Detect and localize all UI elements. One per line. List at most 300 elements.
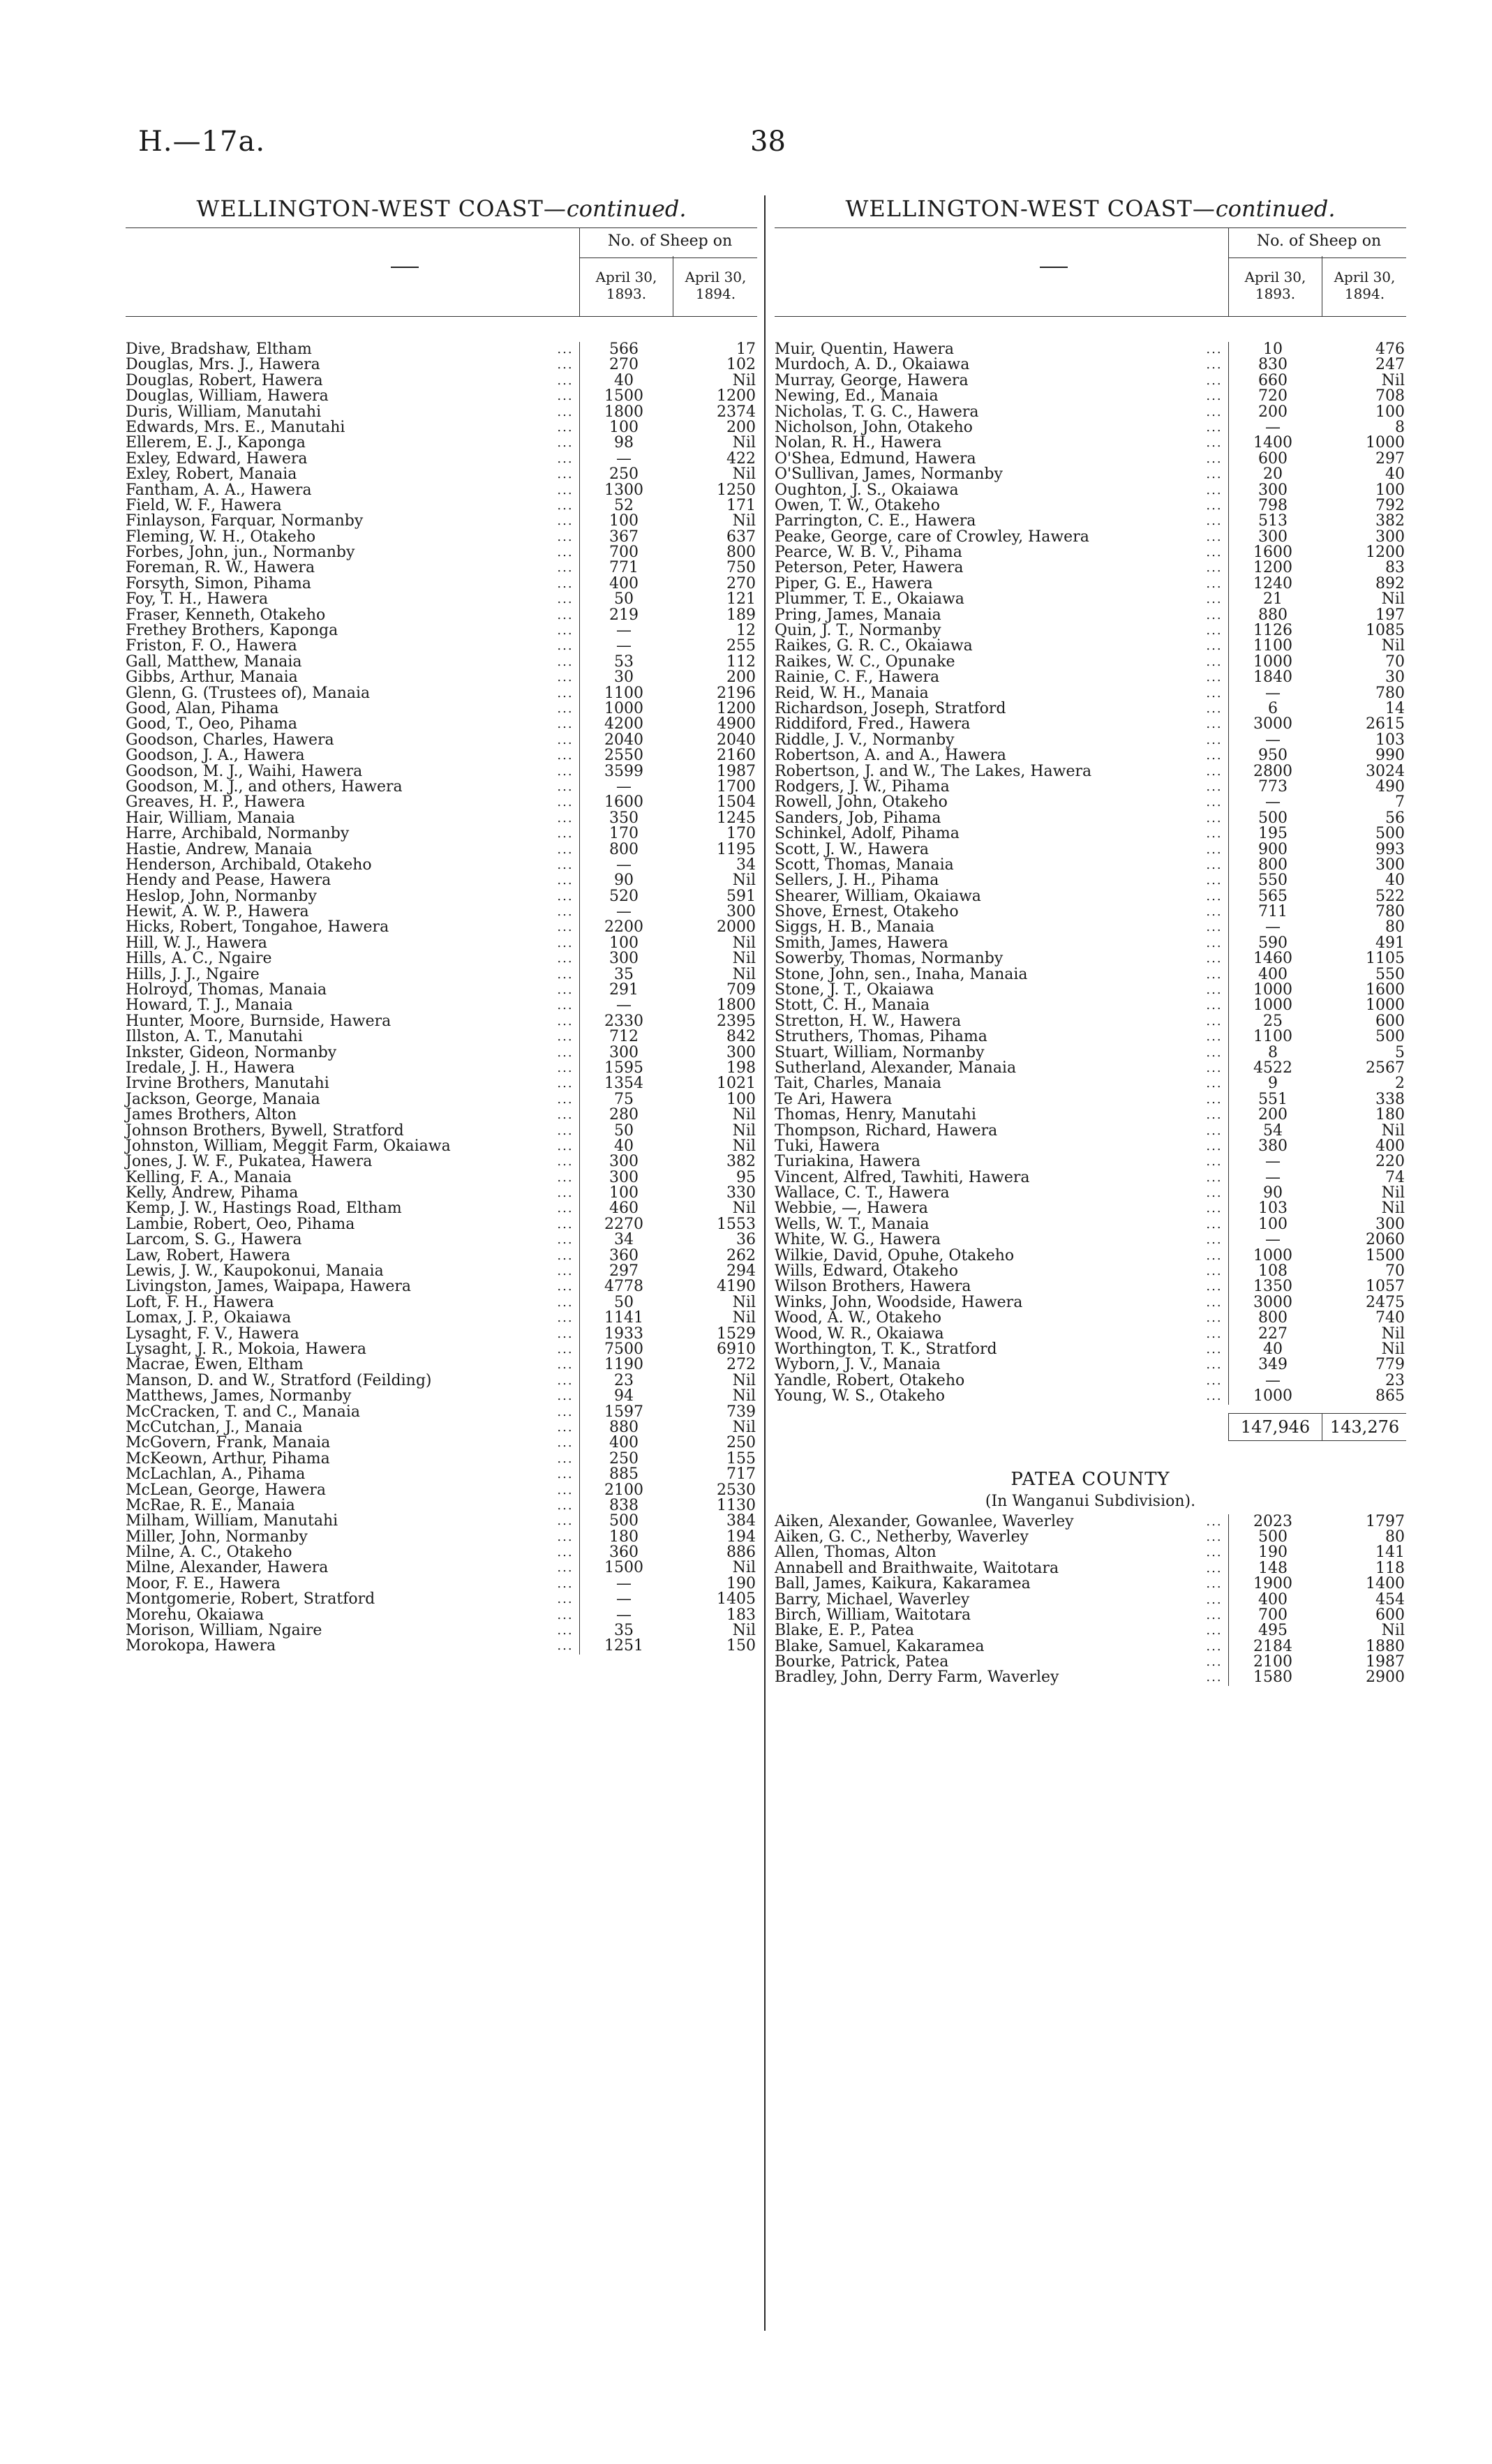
sheep-1894: 2 bbox=[1395, 1075, 1405, 1093]
leader-dots: ... bbox=[557, 1186, 574, 1201]
sheep-1894: 1105 bbox=[1366, 950, 1405, 968]
owner-name: Wilkie, David, Opuhe, Otakeho bbox=[775, 1246, 1015, 1264]
sheep-1893: 700 bbox=[609, 544, 639, 562]
owner-name: Jones, J. W. F., Pukatea, Hawera bbox=[126, 1153, 373, 1171]
owner-name: Bradley, John, Derry Farm, Waverley bbox=[775, 1668, 1059, 1687]
table-row bbox=[126, 1264, 757, 1279]
table-row bbox=[775, 1342, 1406, 1357]
sheep-1894: 4900 bbox=[717, 715, 756, 733]
leader-dots: ... bbox=[557, 1435, 574, 1451]
sheep-1894: 400 bbox=[1375, 1137, 1405, 1155]
sheep-1894: 780 bbox=[1375, 903, 1405, 921]
owner-name: Hills, A. C., Ngaire bbox=[126, 950, 272, 968]
leader-dots: ... bbox=[557, 1592, 574, 1607]
owner-name: Wood, W. R., Okaiawa bbox=[775, 1324, 944, 1343]
sheep-1893: 148 bbox=[1258, 1559, 1288, 1577]
owner-name: Riddiford, Fred., Hawera bbox=[775, 715, 971, 733]
leader-dots: ... bbox=[1206, 1170, 1223, 1185]
total-1894: 143,276 bbox=[1329, 1417, 1400, 1437]
sheep-1893: 349 bbox=[1258, 1356, 1288, 1374]
leader-dots: ... bbox=[557, 342, 574, 357]
owner-name: Moor, F. E., Hawera bbox=[126, 1574, 281, 1592]
sheep-1893: — bbox=[1265, 1153, 1281, 1171]
leader-dots: ... bbox=[557, 623, 574, 639]
table-row bbox=[126, 951, 757, 966]
leader-dots: ... bbox=[1206, 763, 1223, 779]
table-row bbox=[126, 545, 757, 560]
owner-name: Tait, Charles, Manaia bbox=[775, 1075, 941, 1093]
sheep-1893: 40 bbox=[614, 1137, 634, 1155]
table-row bbox=[775, 342, 1406, 357]
owner-name: Lysaght, J. R., Mokoia, Hawera bbox=[126, 1341, 367, 1358]
sheep-1893: 9 bbox=[1268, 1075, 1278, 1093]
sheep-1894: 454 bbox=[1375, 1590, 1405, 1608]
table-row bbox=[775, 811, 1406, 826]
sheep-1894: 2615 bbox=[1366, 715, 1405, 733]
owner-name: McLean, George, Hawera bbox=[126, 1481, 326, 1499]
sheep-1893: 566 bbox=[609, 341, 639, 358]
owner-name: James Brothers, Alton bbox=[126, 1106, 297, 1124]
sheep-1893: 2800 bbox=[1253, 762, 1292, 780]
table-row bbox=[775, 1123, 1406, 1139]
table-row bbox=[126, 1123, 757, 1139]
sheep-1893: 50 bbox=[614, 590, 634, 608]
sheep-1894: 990 bbox=[1375, 747, 1405, 765]
leader-dots: ... bbox=[557, 701, 574, 716]
sheep-1894: 40 bbox=[1385, 872, 1405, 890]
owner-name: Nicholas, T. G. C., Hawera bbox=[775, 403, 979, 421]
owner-name: Thomas, Henry, Manutahi bbox=[775, 1106, 976, 1124]
owner-name: Kelly, Andrew, Pihama bbox=[126, 1184, 299, 1202]
leader-dots: ... bbox=[557, 1154, 574, 1170]
table-row bbox=[126, 1154, 757, 1170]
sheep-1894: 6910 bbox=[717, 1341, 756, 1358]
table-row bbox=[775, 795, 1406, 810]
table-row bbox=[126, 733, 757, 748]
sheep-1893: 227 bbox=[1258, 1324, 1288, 1343]
table-row bbox=[775, 560, 1406, 576]
table-row bbox=[775, 1217, 1406, 1232]
sheep-1894: 300 bbox=[1375, 1215, 1405, 1233]
owner-name: Wallace, C. T., Hawera bbox=[775, 1184, 950, 1202]
owner-name: White, W. G., Hawera bbox=[775, 1231, 941, 1249]
owner-name: Hill, W. J., Hawera bbox=[126, 934, 267, 952]
owner-name: O'Shea, Edmund, Hawera bbox=[775, 449, 976, 468]
table-row bbox=[775, 1530, 1406, 1545]
table-row bbox=[126, 1451, 757, 1467]
leader-dots: ... bbox=[1206, 998, 1223, 1013]
left-column bbox=[126, 195, 757, 1655]
owner-name: O'Sullivan, James, Normanby bbox=[775, 465, 1003, 484]
sheep-1894: 100 bbox=[726, 1090, 756, 1108]
right-column bbox=[775, 195, 1406, 1686]
owner-name: Heslop, John, Normanby bbox=[126, 887, 317, 905]
table-row bbox=[775, 652, 1406, 671]
leader-dots: ... bbox=[1206, 1279, 1223, 1294]
sheep-1894: Nil bbox=[732, 1106, 756, 1124]
table-row bbox=[126, 858, 757, 873]
sheep-1893: 400 bbox=[609, 1434, 639, 1452]
patea-list bbox=[775, 1514, 1406, 1686]
sheep-1894: 1405 bbox=[717, 1590, 756, 1608]
owner-name: McGovern, Frank, Manaia bbox=[126, 1434, 331, 1452]
owner-name: Exley, Robert, Manaia bbox=[126, 465, 297, 484]
table-row bbox=[126, 1186, 757, 1201]
table-row bbox=[775, 1232, 1406, 1248]
leader-dots: ... bbox=[557, 1311, 574, 1326]
table-row bbox=[126, 373, 757, 389]
sheep-1893: 1000 bbox=[1253, 996, 1292, 1015]
leader-dots: ... bbox=[1206, 795, 1223, 810]
sheep-1894: 155 bbox=[726, 1449, 756, 1468]
owner-name: Shearer, William, Okaiawa bbox=[775, 887, 981, 905]
owner-name: Douglas, Robert, Hawera bbox=[126, 371, 323, 389]
owner-name: Peake, George, care of Crowley, Hawera bbox=[775, 528, 1089, 546]
leader-dots: ... bbox=[1206, 1560, 1223, 1576]
sheep-1894: 100 bbox=[1375, 481, 1405, 499]
sheep-1893: 880 bbox=[609, 1418, 639, 1436]
table-row bbox=[126, 1029, 757, 1045]
sheep-1894: 8 bbox=[1395, 418, 1405, 436]
owner-name: Raikes, W. C., Opunake bbox=[775, 652, 955, 671]
table-row bbox=[126, 530, 757, 545]
sheep-1894: Nil bbox=[1381, 1121, 1405, 1140]
sheep-1894: 491 bbox=[1375, 934, 1405, 952]
owner-name: Stretton, H. W., Hawera bbox=[775, 1012, 962, 1030]
owner-name: Jackson, George, Manaia bbox=[126, 1090, 320, 1108]
owner-name: Robertson, A. and A., Hawera bbox=[775, 747, 1006, 765]
owner-name: McCutchan, J., Manaia bbox=[126, 1418, 303, 1436]
sheep-1894: 1880 bbox=[1366, 1637, 1405, 1655]
leader-dots: ... bbox=[1206, 623, 1223, 639]
owner-name: Stuart, William, Normanby bbox=[775, 1043, 985, 1061]
table-row bbox=[126, 1092, 757, 1107]
table-row bbox=[126, 1107, 757, 1123]
sheep-1893: 10 bbox=[1263, 341, 1283, 358]
leader-dots: ... bbox=[1206, 514, 1223, 529]
leader-dots: ... bbox=[557, 1326, 574, 1341]
table-row bbox=[775, 1295, 1406, 1311]
sheep-1893: 800 bbox=[609, 840, 639, 858]
table-row bbox=[775, 467, 1406, 482]
table-row bbox=[126, 1311, 757, 1326]
sheep-1893: 25 bbox=[1263, 1012, 1283, 1030]
sheep-1893: 800 bbox=[1258, 1309, 1288, 1327]
owner-name: Aiken, G. C., Netherby, Waverley bbox=[775, 1528, 1029, 1546]
sheep-1894: 1797 bbox=[1366, 1512, 1405, 1530]
table-row bbox=[126, 748, 757, 763]
leader-dots: ... bbox=[557, 389, 574, 404]
leader-dots: ... bbox=[557, 748, 574, 763]
owner-name: Nolan, R. H., Hawera bbox=[775, 434, 942, 452]
sheep-1893: 250 bbox=[609, 1449, 639, 1468]
owner-name: Shove, Ernest, Otakeho bbox=[775, 903, 959, 921]
sheep-1894: Nil bbox=[732, 934, 756, 952]
owner-name: Robertson, J. and W., The Lakes, Hawera bbox=[775, 762, 1092, 780]
leader-dots: ... bbox=[557, 1264, 574, 1279]
owner-name: Sellers, J. H., Pihama bbox=[775, 872, 939, 890]
owner-name: Wood, A. W., Otakeho bbox=[775, 1309, 942, 1327]
leader-dots: ... bbox=[557, 763, 574, 779]
sheep-1893: 3599 bbox=[604, 762, 643, 780]
table-row bbox=[775, 1561, 1406, 1576]
owner-name: Pring, James, Manaia bbox=[775, 606, 941, 624]
leader-dots: ... bbox=[1206, 951, 1223, 966]
leader-dots: ... bbox=[1206, 701, 1223, 716]
leader-dots: ... bbox=[1206, 607, 1223, 622]
leader-dots: ... bbox=[557, 873, 574, 888]
sheep-1894: Nil bbox=[732, 1121, 756, 1140]
leader-dots: ... bbox=[557, 1138, 574, 1153]
leader-dots: ... bbox=[1206, 1123, 1223, 1138]
sheep-1893: 1597 bbox=[604, 1403, 643, 1421]
table-row bbox=[126, 779, 757, 795]
sheep-1893: 367 bbox=[609, 528, 639, 546]
sheep-1893: 1000 bbox=[1253, 652, 1292, 671]
table-row bbox=[126, 811, 757, 826]
sheep-1893: 1100 bbox=[604, 684, 643, 702]
sheep-1893: — bbox=[1265, 684, 1281, 702]
table-row bbox=[775, 608, 1406, 623]
sheep-1894: Nil bbox=[732, 1387, 756, 1405]
sheep-1894: 739 bbox=[726, 1403, 756, 1421]
table-row bbox=[126, 795, 757, 810]
sheep-1894: 300 bbox=[1375, 856, 1405, 874]
table-row bbox=[126, 936, 757, 951]
sheep-1894: Nil bbox=[732, 465, 756, 484]
sheep-1894: 70 bbox=[1385, 652, 1405, 671]
table-row bbox=[126, 1357, 757, 1373]
owner-name: Muir, Quentin, Hawera bbox=[775, 341, 955, 358]
sheep-1894: 842 bbox=[726, 1028, 756, 1046]
sheep-1894: 7 bbox=[1395, 793, 1405, 812]
table-row bbox=[126, 1420, 757, 1435]
table-row bbox=[775, 420, 1406, 435]
owner-name: Law, Robert, Hawera bbox=[126, 1246, 290, 1264]
leader-dots: ... bbox=[557, 951, 574, 966]
left-section-title bbox=[126, 195, 757, 227]
table-row bbox=[126, 1623, 757, 1638]
sheep-1893: 23 bbox=[614, 1371, 634, 1389]
sheep-1894: 294 bbox=[726, 1262, 756, 1280]
owner-name: Wyborn, J. V., Manaia bbox=[775, 1356, 941, 1374]
sheep-1894: Nil bbox=[732, 371, 756, 389]
owner-name: Murray, George, Hawera bbox=[775, 371, 969, 389]
sheep-1894: 717 bbox=[726, 1465, 756, 1484]
sheep-1893: 1500 bbox=[604, 387, 643, 405]
leader-dots: ... bbox=[1206, 826, 1223, 842]
sheep-1894: 198 bbox=[726, 1059, 756, 1077]
sheep-1893: 53 bbox=[614, 652, 634, 671]
leader-dots: ... bbox=[1206, 639, 1223, 654]
table-row bbox=[775, 623, 1406, 639]
owner-name: Howard, T. J., Manaia bbox=[126, 996, 293, 1015]
sheep-1893: — bbox=[616, 449, 632, 468]
table-row bbox=[126, 1638, 757, 1654]
table-row bbox=[126, 686, 757, 701]
sheep-1894: 2395 bbox=[717, 1012, 756, 1030]
leader-dots: ... bbox=[557, 826, 574, 842]
leader-dots: ... bbox=[557, 1216, 574, 1232]
table-row bbox=[126, 1405, 757, 1420]
leader-dots: ... bbox=[1206, 1514, 1223, 1529]
leader-dots: ... bbox=[1206, 342, 1223, 357]
owner-name: Wilson Brothers, Hawera bbox=[775, 1278, 971, 1296]
table-row bbox=[775, 373, 1406, 389]
sheep-1894: 2475 bbox=[1366, 1293, 1405, 1311]
owner-name: Yandle, Robert, Otakeho bbox=[775, 1371, 965, 1389]
leader-dots: ... bbox=[1206, 920, 1223, 935]
right-header-group: No. of Sheep on bbox=[1256, 232, 1382, 250]
sheep-1893: 1354 bbox=[604, 1075, 643, 1093]
owner-name: Kemp, J. W., Hastings Road, Eltham bbox=[126, 1200, 402, 1218]
right-section-title bbox=[775, 195, 1406, 227]
leader-dots: ... bbox=[557, 1045, 574, 1060]
sheep-1893: 711 bbox=[1258, 903, 1288, 921]
sheep-1894: 2900 bbox=[1366, 1668, 1405, 1687]
sheep-1894: 150 bbox=[726, 1637, 756, 1655]
table-row bbox=[126, 1045, 757, 1061]
table-row bbox=[775, 858, 1406, 873]
sheep-1894: 1504 bbox=[717, 793, 756, 812]
leader-dots: ... bbox=[1206, 482, 1223, 498]
owner-name: Sutherland, Alexander, Manaia bbox=[775, 1059, 1017, 1077]
leader-dots: ... bbox=[557, 1389, 574, 1404]
sheep-1893: 54 bbox=[1263, 1121, 1283, 1140]
leader-dots: ... bbox=[1206, 842, 1223, 857]
table-row bbox=[126, 983, 757, 998]
sheep-1894: 1400 bbox=[1366, 1575, 1405, 1593]
sheep-1893: 90 bbox=[1263, 1184, 1283, 1202]
leader-dots: ... bbox=[557, 1482, 574, 1498]
leader-dots: ... bbox=[557, 1576, 574, 1591]
leader-dots: ... bbox=[557, 514, 574, 529]
owner-name: Exley, Edward, Hawera bbox=[126, 449, 308, 468]
table-row bbox=[775, 451, 1406, 467]
owner-name: Wells, W. T., Manaia bbox=[775, 1215, 930, 1233]
sheep-1893: 2550 bbox=[604, 747, 643, 765]
sheep-1894: 297 bbox=[1375, 449, 1405, 468]
patea-subdivision: (In Wanganui Subdivision). bbox=[985, 1492, 1196, 1510]
leader-dots: ... bbox=[557, 592, 574, 607]
table-row bbox=[775, 1608, 1406, 1623]
table-row bbox=[775, 1514, 1406, 1530]
table-row bbox=[126, 904, 757, 920]
left-list bbox=[126, 342, 757, 1655]
sheep-1893: 2200 bbox=[604, 918, 643, 936]
sheep-1894: 272 bbox=[726, 1356, 756, 1374]
owner-name: Milne, Alexander, Hawera bbox=[126, 1559, 329, 1577]
sheep-1893: 360 bbox=[609, 1246, 639, 1264]
sheep-1893: 551 bbox=[1258, 1090, 1288, 1108]
sheep-1893: 94 bbox=[614, 1387, 634, 1405]
table-row bbox=[126, 498, 757, 514]
leader-dots: ... bbox=[1206, 560, 1223, 576]
leader-dots: ... bbox=[1206, 389, 1223, 404]
owner-name: Montgomerie, Robert, Stratford bbox=[126, 1590, 375, 1608]
sheep-1893: 21 bbox=[1263, 590, 1283, 608]
table-row bbox=[775, 1248, 1406, 1264]
sheep-1894: Nil bbox=[1381, 590, 1405, 608]
sheep-1893: 180 bbox=[609, 1528, 639, 1546]
leader-dots: ... bbox=[557, 419, 574, 435]
owner-name: Stone, J. T., Okaiawa bbox=[775, 981, 934, 999]
table-row bbox=[775, 701, 1406, 717]
sheep-1894: Nil bbox=[732, 1559, 756, 1577]
sheep-1894: 30 bbox=[1385, 669, 1405, 687]
left-title-continued: continued. bbox=[566, 195, 687, 222]
owner-name: Webbie, —, Hawera bbox=[775, 1200, 928, 1218]
sheep-1894: 600 bbox=[1375, 1606, 1405, 1624]
owner-name: Blake, Samuel, Kakaramea bbox=[775, 1637, 985, 1655]
sheep-1894: 750 bbox=[726, 559, 756, 577]
owner-name: Rowell, John, Otakeho bbox=[775, 793, 948, 812]
leader-dots: ... bbox=[1206, 467, 1223, 482]
table-row bbox=[126, 639, 757, 654]
table-row bbox=[126, 1608, 757, 1623]
sheep-1893: 1300 bbox=[604, 481, 643, 499]
sheep-1894: 112 bbox=[726, 652, 756, 671]
sheep-1893: 200 bbox=[1258, 1106, 1288, 1124]
leader-dots: ... bbox=[557, 795, 574, 810]
owner-name: Rodgers, J. W., Pihama bbox=[775, 777, 950, 796]
table-row bbox=[775, 1092, 1406, 1107]
sheep-1894: 1600 bbox=[1366, 981, 1405, 999]
table-row bbox=[775, 764, 1406, 779]
table-row bbox=[775, 1186, 1406, 1201]
sheep-1894: 865 bbox=[1375, 1387, 1405, 1405]
leader-dots: ... bbox=[1206, 1216, 1223, 1232]
sheep-1893: 1000 bbox=[1253, 981, 1292, 999]
leader-dots: ... bbox=[557, 842, 574, 857]
sheep-1893: 1000 bbox=[604, 699, 643, 717]
owner-name: Kelling, F. A., Manaia bbox=[126, 1168, 292, 1186]
leader-dots: ... bbox=[1206, 1264, 1223, 1279]
table-row bbox=[775, 1639, 1406, 1655]
sheep-1893: 880 bbox=[1258, 606, 1288, 624]
table-row bbox=[775, 733, 1406, 748]
sheep-1894: 80 bbox=[1385, 1528, 1405, 1546]
sheep-1894: 3024 bbox=[1366, 762, 1405, 780]
sheep-1894: 183 bbox=[726, 1606, 756, 1624]
sheep-1893: 1400 bbox=[1253, 434, 1292, 452]
table-row bbox=[775, 904, 1406, 920]
table-row bbox=[775, 1014, 1406, 1029]
sheep-1893: 400 bbox=[1258, 1590, 1288, 1608]
sheep-1893: 195 bbox=[1258, 825, 1288, 843]
table-row bbox=[126, 1373, 757, 1389]
sheep-1894: 95 bbox=[736, 1168, 756, 1186]
owner-name: Aiken, Alexander, Gowanlee, Waverley bbox=[775, 1512, 1074, 1530]
owner-name: Goodson, J. A., Hawera bbox=[126, 747, 305, 765]
sheep-1893: 550 bbox=[1258, 872, 1288, 890]
page-number: 38 bbox=[750, 126, 786, 158]
leader-dots: ... bbox=[1206, 1342, 1223, 1357]
sheep-1894: 300 bbox=[726, 903, 756, 921]
sheep-1894: 600 bbox=[1375, 1012, 1405, 1030]
table-row bbox=[126, 1576, 757, 1592]
table-row bbox=[126, 967, 757, 983]
owner-name: Smith, James, Hawera bbox=[775, 934, 948, 952]
sheep-1894: 1250 bbox=[717, 481, 756, 499]
sheep-1894: 1130 bbox=[717, 1496, 756, 1514]
sheep-1893: 350 bbox=[609, 809, 639, 827]
leader-dots: ... bbox=[1206, 419, 1223, 435]
sheep-1894: Nil bbox=[732, 434, 756, 452]
leader-dots: ... bbox=[557, 451, 574, 466]
leader-dots: ... bbox=[557, 654, 574, 669]
leader-dots: ... bbox=[1206, 1638, 1223, 1654]
